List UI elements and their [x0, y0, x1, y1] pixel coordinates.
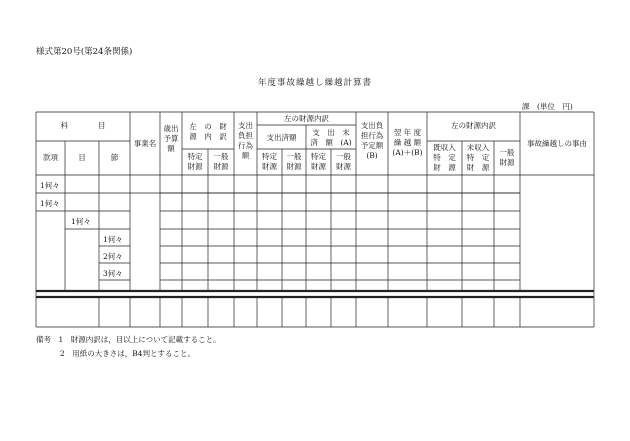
- row-label: 1何々: [40, 181, 60, 190]
- row-label: 1何々: [40, 199, 60, 208]
- row-label: 1何々: [71, 217, 91, 226]
- header-tokutei: 特定 財源: [187, 152, 203, 171]
- form-number: 様式第20号(第24条関係): [36, 47, 133, 57]
- header-shishutsu-misai: 支 出 未 済 額 (A): [310, 128, 352, 147]
- header-ippan-2: 一般 財源: [286, 152, 302, 171]
- header-shishutsuzumi: 支出済額: [266, 133, 297, 142]
- header-mishuunyuu: 未収入 特 定 財 源: [466, 143, 490, 172]
- note-2: 2 用紙の大きさは，B4判とすること。: [60, 349, 196, 358]
- header-saishutsu: 歳出 予算 額: [163, 124, 179, 153]
- header-futan-yotei: 支出負 担行為 予定額 (B): [360, 121, 384, 160]
- header-jiyuu: 事故繰越しの事由: [527, 139, 587, 148]
- note-1: 備考 1 財源内訳は，目以上について記載すること。: [36, 335, 221, 344]
- row-label: 2何々: [103, 252, 123, 261]
- header-kishuunyuu: 既収入 特 定 財 源: [433, 143, 456, 172]
- header-setsu: 節: [110, 153, 119, 162]
- row-label: 3何々: [103, 269, 123, 278]
- header-tokutei-2: 特定 財源: [262, 152, 277, 171]
- header-zaigen-uchiwake-2: 左の財源内訳: [284, 114, 329, 123]
- header-moku: 目: [78, 153, 86, 162]
- header-zaigen-uchiwake: 左 の 財 源 内 訳: [189, 122, 227, 141]
- header-ippan: 一般 財源: [213, 152, 229, 171]
- row-label: 1何々: [103, 235, 123, 244]
- header-ippan-3: 一般 財源: [336, 152, 351, 171]
- header-tokutei-3: 特定 財源: [311, 152, 326, 171]
- notes: [36, 333, 221, 361]
- unit-label: 課 (単位 円): [522, 102, 573, 111]
- header-kamoku: 科 目: [60, 121, 106, 130]
- header-jigyomei: 事業名: [133, 139, 157, 148]
- header-ippan-4: 一般 財源: [499, 148, 515, 167]
- header-futan-koi: 支出 負担 行為 額: [238, 121, 253, 160]
- header-kankou: 款項: [43, 153, 58, 162]
- header-yokunendo: 翌 年 度 繰 越 額 (A)＋(B): [392, 128, 423, 157]
- document-title: 年度事故繰越し繰越計算書: [257, 78, 372, 88]
- header-zaigen-uchiwake-3: 左の財源内訳: [451, 121, 496, 130]
